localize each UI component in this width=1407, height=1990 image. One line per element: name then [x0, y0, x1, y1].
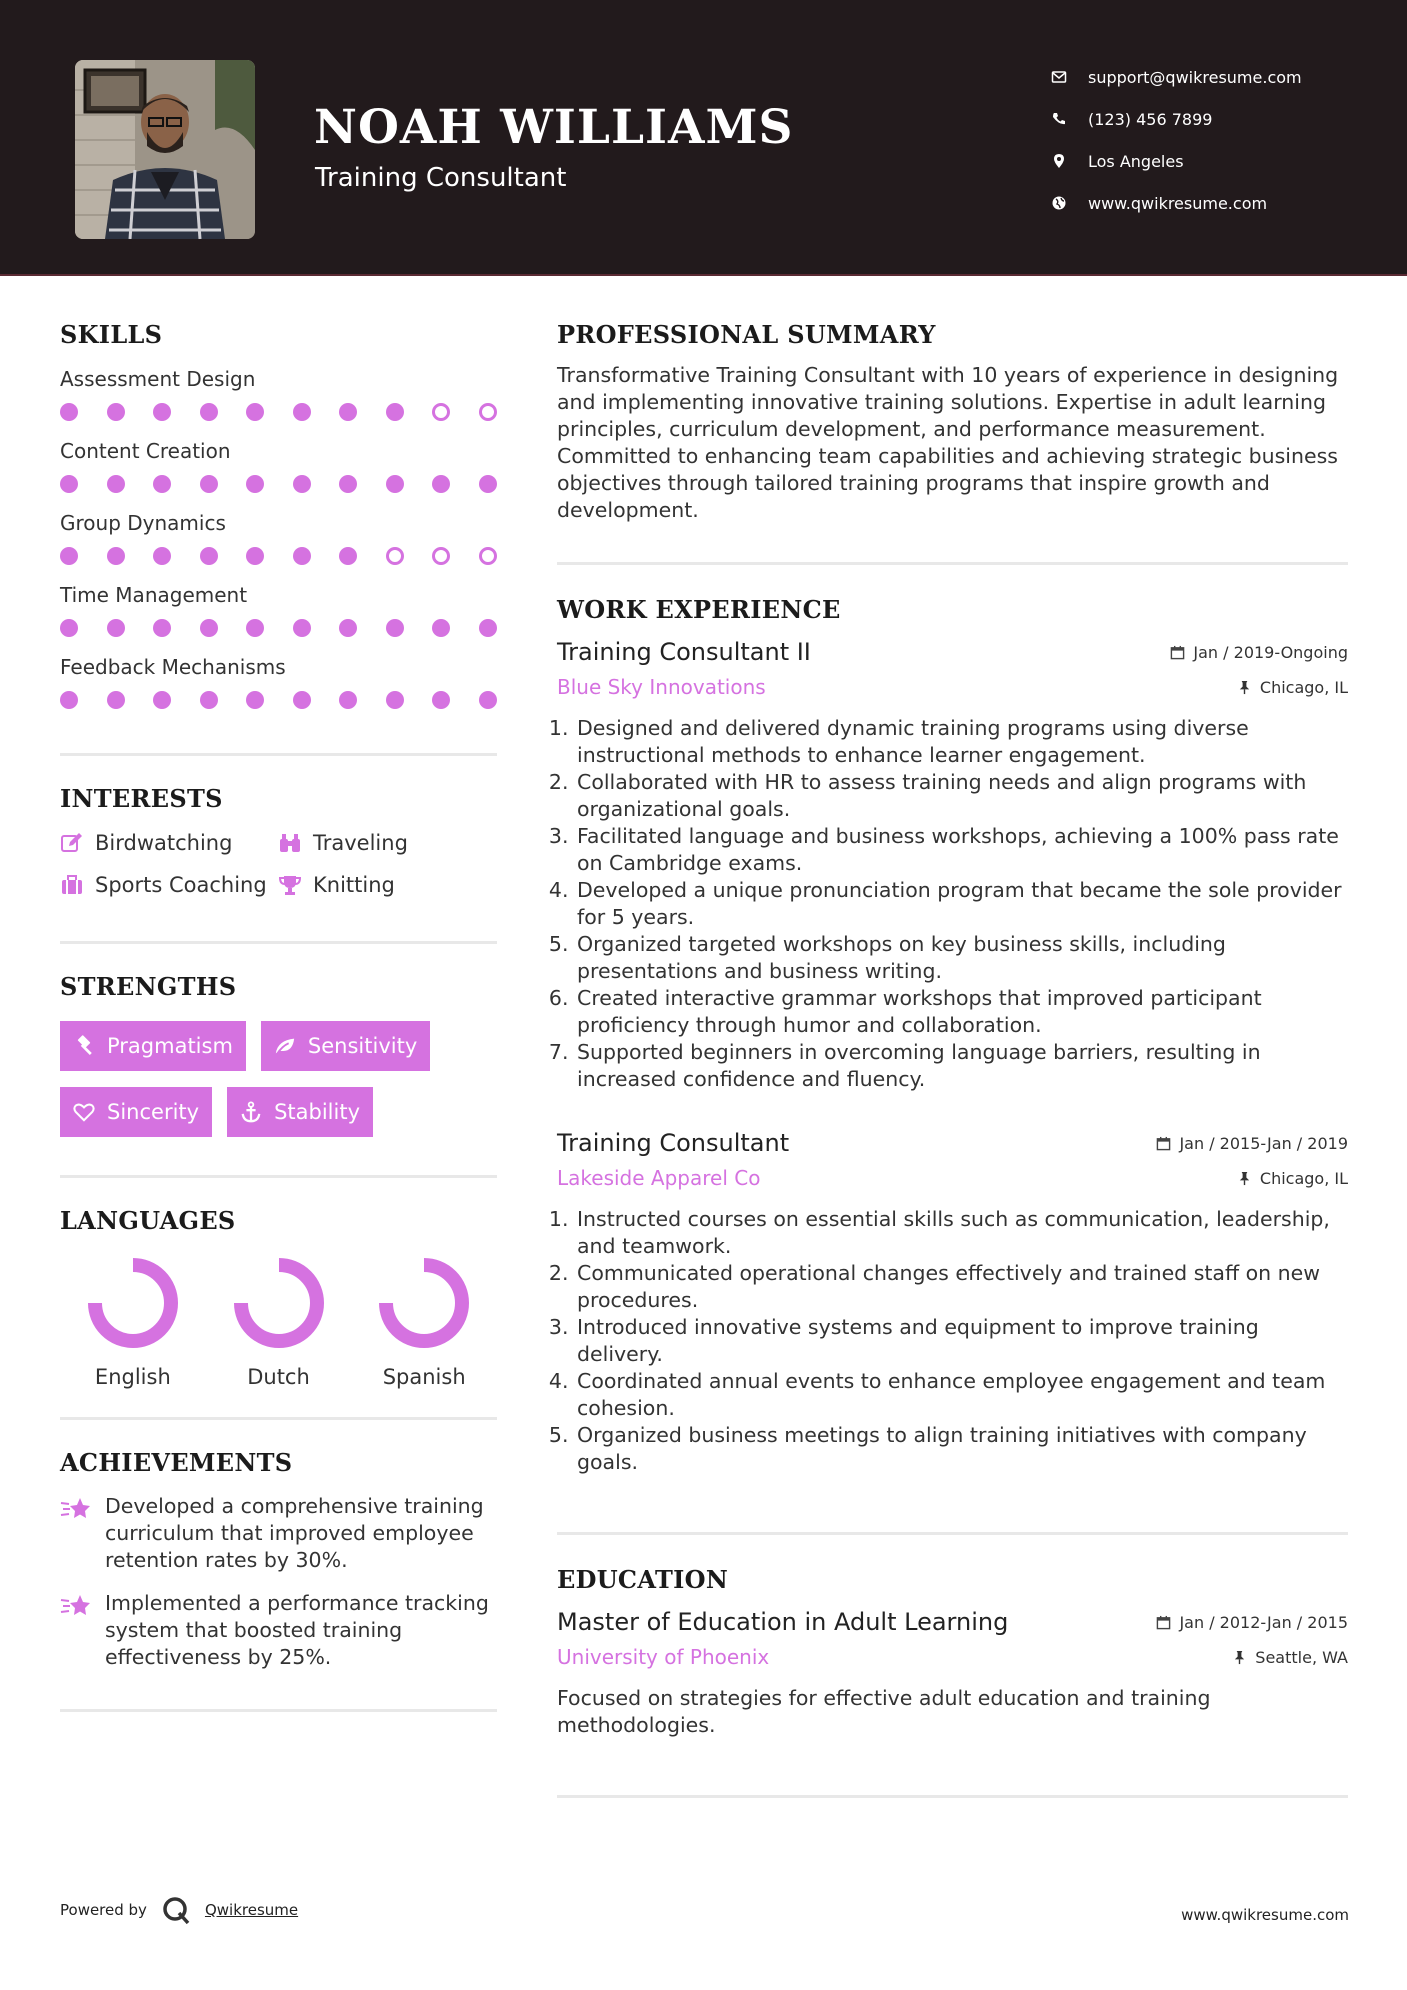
contact-phone-text: (123) 456 7899 [1088, 109, 1213, 129]
summary-heading: PROFESSIONAL SUMMARY [557, 320, 936, 349]
language-progress-ring [376, 1255, 472, 1351]
job-location [1237, 1169, 1348, 1188]
section-divider [60, 941, 497, 944]
job-bullet: 6. Created interactive grammar workshops that improved participant proficiency through humor and collaboration. [575, 985, 1348, 1039]
language-label: Spanish [382, 1365, 466, 1389]
strength-label: Stability [274, 1100, 361, 1124]
rating-dot-filled [107, 619, 125, 637]
job-entry [557, 638, 1348, 1093]
rating-dot-filled [293, 475, 311, 493]
skill-name: Feedback Mechanisms [60, 655, 286, 679]
job-title: Training Consultant II [557, 638, 811, 666]
rating-dot-filled [153, 403, 171, 421]
interests-heading: INTERESTS [60, 784, 223, 813]
education-dates-text: Jan / 2012-Jan / 2015 [1179, 1613, 1348, 1632]
shooting-star-icon [60, 1592, 92, 1620]
pushpin-icon [1232, 1650, 1247, 1665]
rating-dot-filled [246, 691, 264, 709]
achievement-text: Implemented a performance tracking system that boosted training effectiveness by 25%. [105, 1591, 489, 1669]
section-divider [60, 753, 497, 756]
rating-dot-filled [479, 475, 497, 493]
skill-rating [60, 691, 497, 709]
rating-dot-filled [339, 691, 357, 709]
calendar-icon [1156, 1136, 1171, 1151]
education-dates [1156, 1613, 1348, 1632]
strengths-list [60, 1021, 497, 1137]
skill-rating [60, 547, 497, 565]
rating-dot-filled [153, 691, 171, 709]
job-bullets [557, 715, 1348, 1093]
strength-label: Pragmatism [107, 1034, 233, 1058]
company-name: Blue Sky Innovations [557, 675, 766, 699]
brand-link[interactable]: Qwikresume [204, 1901, 299, 1919]
achievement-item [60, 1590, 497, 1671]
rating-dot-filled [386, 403, 404, 421]
job-location-text: Chicago, IL [1259, 677, 1348, 697]
rating-dot-filled [386, 619, 404, 637]
left-column [60, 320, 497, 1712]
education-description: Focused on strategies for effective adult education and training methodologies. [557, 1686, 1211, 1737]
achievements-heading: ACHIEVEMENTS [60, 1448, 293, 1477]
globe-icon [1050, 194, 1068, 212]
rating-dot-filled [200, 691, 218, 709]
degree-title: Master of Education in Adult Learning [557, 1608, 1009, 1636]
job-bullet: 4. Coordinated annual events to enhance employee engagement and team cohesion. [575, 1368, 1348, 1422]
rating-dot-empty [479, 547, 497, 565]
candidate-name: NOAH WILLIAMS [314, 100, 794, 155]
contact-location [1050, 140, 1390, 182]
phone-icon [1050, 110, 1068, 128]
shooting-star-icon [60, 1495, 92, 1523]
experience-heading: WORK EXPERIENCE [557, 595, 841, 624]
job-bullet: 7. Supported beginners in overcoming language barriers, resulting in increased confidence and fluency. [575, 1039, 1348, 1093]
interest-label: Knitting [313, 873, 395, 897]
rating-dot-filled [107, 547, 125, 565]
section-divider [557, 562, 1348, 565]
language-item [351, 1255, 497, 1389]
job-location-text: Chicago, IL [1259, 1168, 1348, 1188]
job-bullet: 5. Organized business meetings to align training initiatives with company goals. [575, 1422, 1348, 1476]
footer-url[interactable]: www.qwikresume.com [1181, 1906, 1349, 1924]
language-progress-arc [95, 1265, 171, 1341]
interest-item [60, 831, 278, 855]
rating-dot-filled [60, 403, 78, 421]
job-bullet: 4. Developed a unique pronunciation program that became the sole provider for 5 years. [575, 877, 1348, 931]
candidate-title: Training Consultant [315, 163, 567, 193]
language-progress-arc [386, 1265, 462, 1341]
interest-item [278, 831, 497, 855]
languages-heading: LANGUAGES [60, 1206, 236, 1235]
rating-dot-empty [479, 403, 497, 421]
rating-dot-filled [246, 475, 264, 493]
job-bullet: 1. Instructed courses on essential skills such as communication, leadership, and teamwork. [575, 1206, 1348, 1260]
rating-dot-filled [153, 619, 171, 637]
strength-tag [261, 1021, 430, 1071]
language-progress-arc [241, 1265, 317, 1341]
rating-dot-empty [386, 547, 404, 565]
binoculars-icon [278, 831, 302, 855]
language-label: Dutch [247, 1365, 310, 1389]
interest-label: Sports Coaching [95, 873, 267, 897]
skill-name: Time Management [60, 583, 248, 607]
rating-dot-filled [60, 691, 78, 709]
interest-item [60, 873, 278, 897]
strength-label: Sensitivity [307, 1034, 418, 1058]
language-item [206, 1255, 352, 1389]
job-bullet: 2. Communicated operational changes effectively and trained staff on new procedures. [575, 1260, 1348, 1314]
rating-dot-filled [479, 619, 497, 637]
contact-website[interactable] [1050, 182, 1390, 224]
rating-dot-filled [293, 403, 311, 421]
job-bullet: 3. Facilitated language and business workshops, achieving a 100% pass rate on Cambridge exams. [575, 823, 1348, 877]
rating-dot-filled [246, 619, 264, 637]
resume-header [0, 0, 1407, 276]
skill-rating [60, 475, 497, 493]
strength-tag [60, 1087, 212, 1137]
job-title: Training Consultant [557, 1129, 790, 1157]
language-item [60, 1255, 206, 1389]
rating-dot-filled [339, 619, 357, 637]
skill-name: Group Dynamics [60, 511, 226, 535]
job-dates [1170, 643, 1348, 662]
education-location [1232, 1648, 1348, 1667]
edit-icon [60, 831, 84, 855]
right-column [557, 320, 1348, 1798]
skill-name: Assessment Design [60, 367, 256, 391]
language-label: English [94, 1365, 171, 1389]
rating-dot-filled [432, 475, 450, 493]
skills-list [60, 367, 497, 709]
rating-dot-filled [432, 619, 450, 637]
rating-dot-filled [479, 691, 497, 709]
rating-dot-filled [386, 691, 404, 709]
contact-list [1050, 56, 1390, 224]
contact-email[interactable] [1050, 56, 1390, 98]
calendar-icon [1170, 645, 1185, 660]
rating-dot-filled [107, 475, 125, 493]
rating-dot-empty [432, 403, 450, 421]
rating-dot-filled [339, 547, 357, 565]
rating-dot-filled [107, 403, 125, 421]
anchor-icon [240, 1101, 262, 1123]
summary-text: Transformative Training Consultant with 10 years of experience in designing and implementing innovative training solutions. Expertise in adult learning principles, curriculum development, and performance measurement. Committed to enhancing team capabilities and achieving strategic business objectives through tailored training programs that inspire growth and development. [557, 363, 1339, 522]
experience-list [557, 638, 1348, 1476]
strength-label: Sincerity [107, 1100, 200, 1124]
skills-heading: SKILLS [60, 320, 163, 349]
school-name: University of Phoenix [557, 1645, 770, 1669]
rating-dot-filled [60, 619, 78, 637]
strengths-heading: STRENGTHS [60, 972, 237, 1001]
job-dates [1156, 1134, 1348, 1153]
rating-dot-filled [339, 403, 357, 421]
rating-dot-filled [200, 547, 218, 565]
section-divider [60, 1175, 497, 1178]
heart-icon [73, 1101, 95, 1123]
education-location-text: Seattle, WA [1255, 1647, 1348, 1667]
calendar-icon [1156, 1615, 1171, 1630]
rating-dot-filled [293, 691, 311, 709]
gavel-icon [73, 1035, 95, 1057]
rating-dot-filled [246, 547, 264, 565]
education-entry [557, 1608, 1348, 1739]
job-bullet: 3. Introduced innovative systems and equipment to improve training delivery. [575, 1314, 1348, 1368]
job-bullet: 5. Organized targeted workshops on key business skills, including presentations and business writing. [575, 931, 1348, 985]
rating-dot-filled [60, 475, 78, 493]
envelope-icon [1050, 68, 1068, 86]
job-location [1237, 678, 1348, 697]
pushpin-icon [1237, 680, 1252, 695]
section-divider [557, 1532, 1348, 1535]
section-divider [557, 1795, 1348, 1798]
rating-dot-filled [153, 475, 171, 493]
language-progress-ring [231, 1255, 327, 1351]
trophy-icon [278, 873, 302, 897]
interest-label: Traveling [313, 831, 408, 855]
rating-dot-filled [200, 619, 218, 637]
contact-website-text: www.qwikresume.com [1088, 193, 1268, 213]
qwikresume-logo-icon [161, 1895, 191, 1925]
job-bullet: 2. Collaborated with HR to assess training needs and align programs with organizational goals. [575, 769, 1348, 823]
map-pin-icon [1050, 152, 1068, 170]
strength-tag [60, 1021, 246, 1071]
profile-photo [75, 60, 255, 239]
job-dates-text: Jan / 2019-Ongoing [1193, 643, 1348, 662]
footer-powered-by [60, 1895, 298, 1925]
achievements-list [60, 1493, 497, 1671]
rating-dot-filled [107, 691, 125, 709]
interests-list [60, 831, 497, 897]
skill-rating [60, 619, 497, 637]
section-divider [60, 1709, 497, 1712]
suitcase-icon [60, 873, 84, 897]
contact-email-text: support@qwikresume.com [1088, 67, 1302, 87]
strength-tag [227, 1087, 373, 1137]
powered-by-text: Powered by [60, 1901, 147, 1919]
rating-dot-filled [153, 547, 171, 565]
company-name: Lakeside Apparel Co [557, 1166, 761, 1190]
languages-list [60, 1255, 497, 1389]
leaf-icon [274, 1035, 296, 1057]
contact-location-text: Los Angeles [1088, 151, 1184, 171]
rating-dot-filled [200, 403, 218, 421]
education-heading: EDUCATION [557, 1565, 729, 1594]
skill-name: Content Creation [60, 439, 231, 463]
interest-item [278, 873, 497, 897]
pushpin-icon [1237, 1171, 1252, 1186]
job-entry [557, 1129, 1348, 1476]
rating-dot-filled [293, 547, 311, 565]
section-divider [60, 1417, 497, 1420]
rating-dot-filled [386, 475, 404, 493]
job-dates-text: Jan / 2015-Jan / 2019 [1179, 1134, 1348, 1153]
contact-phone[interactable] [1050, 98, 1390, 140]
job-bullets [557, 1206, 1348, 1476]
rating-dot-filled [200, 475, 218, 493]
rating-dot-filled [432, 691, 450, 709]
job-bullet: 1. Designed and delivered dynamic training programs using diverse instructional methods to enhance learner engagement. [575, 715, 1348, 769]
rating-dot-filled [339, 475, 357, 493]
rating-dot-filled [60, 547, 78, 565]
achievement-text: Developed a comprehensive training curriculum that improved employee retention rates by 30%. [105, 1494, 484, 1572]
achievement-item [60, 1493, 497, 1574]
rating-dot-filled [246, 403, 264, 421]
rating-dot-filled [293, 619, 311, 637]
interest-label: Birdwatching [95, 831, 233, 855]
skill-rating [60, 403, 497, 421]
rating-dot-empty [432, 547, 450, 565]
language-progress-ring [85, 1255, 181, 1351]
